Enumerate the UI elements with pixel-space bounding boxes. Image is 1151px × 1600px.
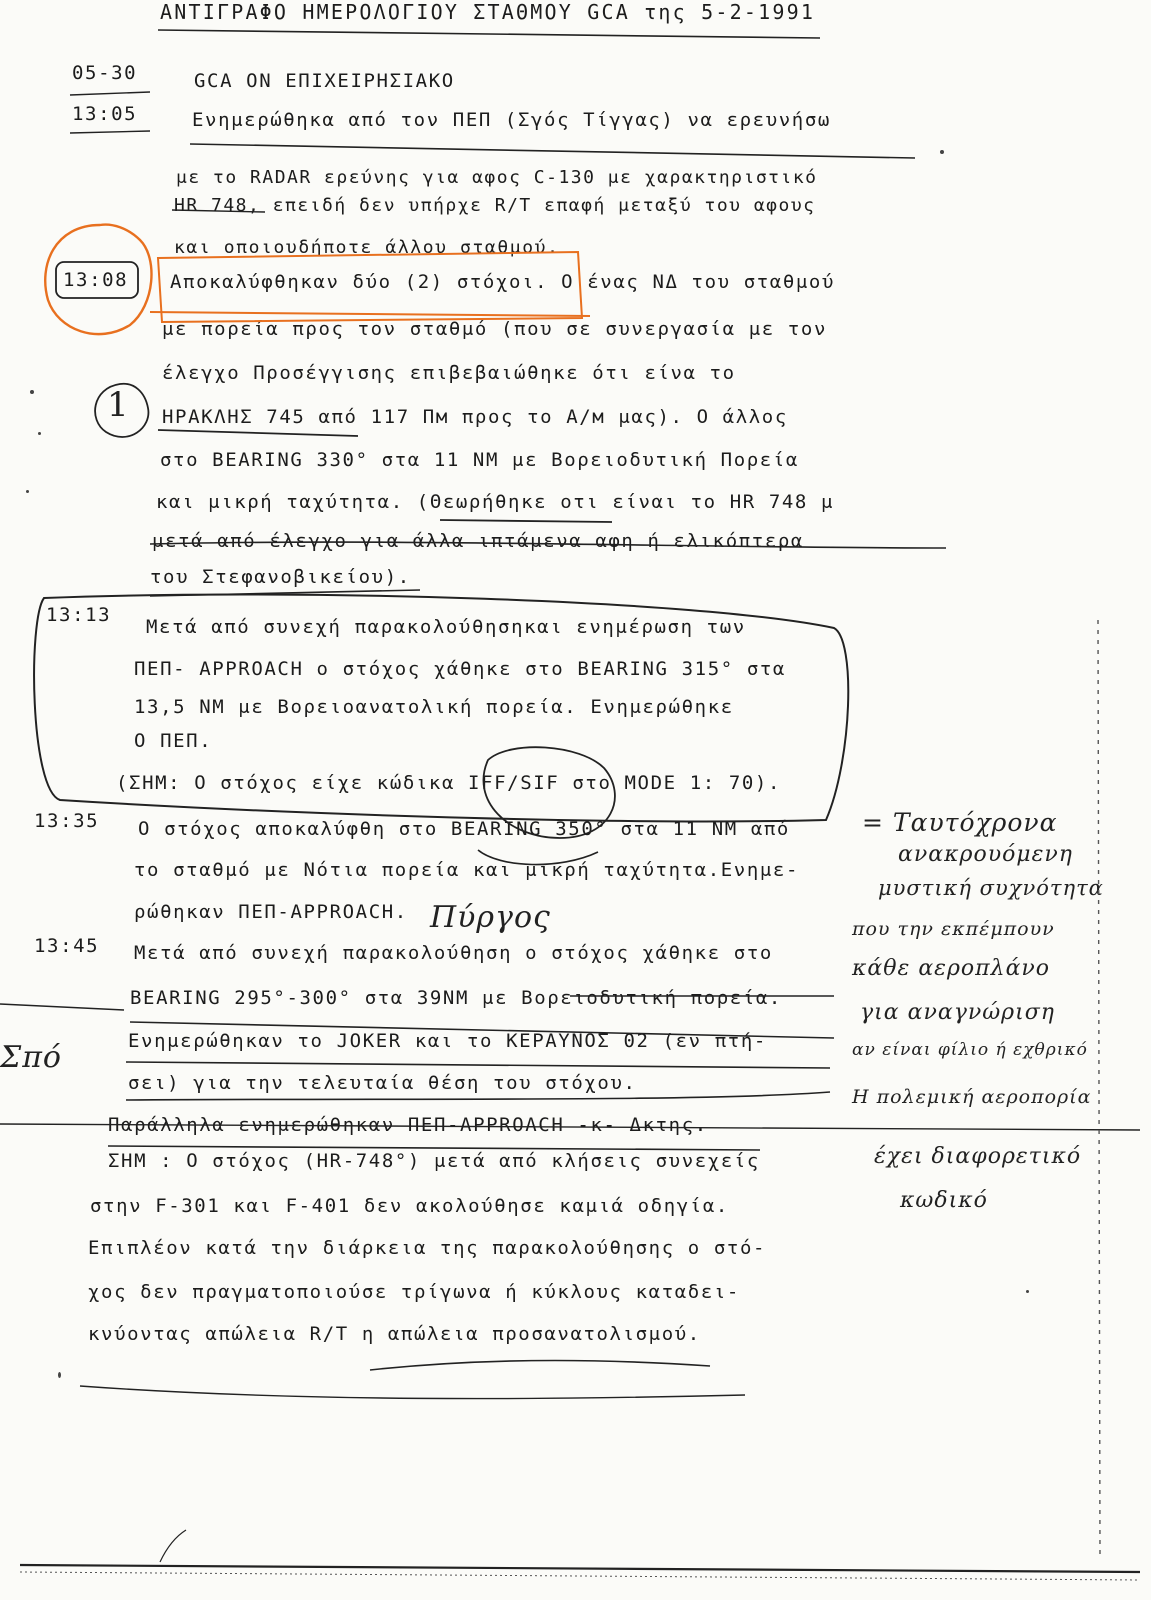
trailing-line: κνύοντας απώλεια R/T η απώλεια προσανατολισμού. (88, 1323, 701, 1345)
text-underline (130, 1022, 834, 1038)
entry-line: το σταθμό με Νότια πορεία και μικρή ταχύτητα.Ενημε- (134, 859, 799, 881)
entry-line: στο BEARING 330° στα 11 NM με Βορειοδυτική Πορεία (160, 449, 799, 471)
entry-time: 13:08 (63, 269, 129, 291)
header-underline (158, 30, 820, 38)
margin-note-right-line: για αναγνώριση (860, 1000, 1055, 1025)
scan-speck (38, 432, 41, 435)
squiggle (80, 1386, 745, 1399)
highlight-rect (158, 252, 582, 322)
entry-box (34, 595, 848, 822)
scan-speck (30, 390, 34, 394)
entry-line: Αποκαλύφθηκαν δύο (2) στόχοι. Ο ένας ΝΔ του σταθμού (170, 271, 835, 293)
margin-note-right-line: κάθε αεροπλάνο (852, 956, 1051, 981)
iff-circle (483, 747, 614, 838)
margin-note-left: Σπό (0, 1040, 62, 1075)
highlight-circle (45, 225, 151, 335)
scan-speck (58, 1372, 61, 1378)
number-circle (95, 384, 148, 437)
entry-line: με το RADAR ερεύνης για αφος C-130 με χαρακτηριστικό (176, 167, 818, 188)
text-underline (478, 850, 598, 865)
entry-line: Μετά από συνεχή παρακολούθησηκαι ενημέρωση των (146, 616, 746, 638)
entry-line: Ενημερώθηκα από τον ΠΕΠ (Σγός Τίγγας) να ερευνήσω (192, 109, 831, 131)
text-underline (172, 210, 265, 212)
entry-line: HR 748, επειδή δεν υπήρχε R/T επαφή μεταξύ του αφους (174, 195, 816, 216)
margin-note-right-line: μυστική συχνότητα (878, 876, 1104, 900)
entry-line: (ΣΗΜ: Ο στόχος είχε κώδικα IFF/SIF στο MODE 1: 70). (116, 772, 781, 794)
text-underline (126, 1092, 830, 1100)
separator-line (0, 1124, 1140, 1130)
scan-speck (1026, 1290, 1029, 1293)
entry-line: ΠΕΠ- APPROACH ο στόχος χάθηκε στο BEARING 315° στα (134, 658, 786, 680)
entry-line: με πορεία προς τον σταθμό (που σε συνεργασία με τον (162, 318, 827, 340)
entry-line: Μετά από συνεχή παρακολούθηση ο στόχος χάθηκε στο (134, 942, 773, 964)
time-underline (70, 131, 150, 133)
entry-time: 13:35 (34, 810, 100, 832)
margin-note-right-line: που την εκπέμπουν (852, 918, 1055, 940)
margin-line (0, 1004, 124, 1010)
bottom-rule (20, 1565, 1140, 1572)
entry-line: μετά από έλεγχο για άλλα ιπτάμενα αφη ή ελικόπτερα (152, 530, 804, 552)
text-underline (158, 430, 358, 436)
bottom-rule (20, 1572, 1140, 1580)
entry-line: ρώθηκαν ΠΕΠ-APPROACH. (134, 901, 408, 923)
entry-line: BEARING 295°-300° στα 39NM με Βορειοδυτική πορεία. (130, 987, 782, 1009)
margin-dotted-line (1098, 620, 1100, 1560)
trailing-line: Επιπλέον κατά την διάρκεια της παρακολούθησης ο στό- (88, 1237, 767, 1259)
entry-time: 05-30 (72, 62, 138, 84)
margin-note-right-line: Η πολεμική αεροπορία (852, 1086, 1092, 1108)
entry-line: 13,5 NM με Βορειοανατολική πορεία. Ενημερώθηκε (134, 696, 734, 718)
entry-line: Ο στόχος αποκαλύφθη στο BEARING 350° στα 11 NM από (138, 818, 790, 840)
margin-note-right-line: έχει διαφορετικό (874, 1144, 1082, 1169)
entry-line: Ο ΠΕΠ. (134, 730, 213, 752)
time-box (56, 262, 138, 298)
entry-time: 13:13 (46, 604, 112, 626)
margin-note-right-line: = Ταυτόχρονα (862, 808, 1058, 837)
highlight-underline (150, 312, 590, 316)
entry-line: Ενημερώθηκαν το JOKER και το ΚΕΡΑΥΝΟΣ 02 (εν πτή- (128, 1030, 767, 1052)
entry-time: 13:45 (34, 935, 100, 957)
entry-line: και μικρή ταχύτητα. (Θεωρήθηκε οτι είναι το HR 748 μ (156, 491, 835, 513)
squiggle (370, 1361, 710, 1371)
text-underline (150, 542, 946, 548)
scan-speck (940, 150, 944, 154)
entry-line: GCA ON ΕΠΙΧΕΙΡΗΣΙΑΚΟ (194, 70, 455, 92)
entry-line: ΗΡΑΚΛΗΣ 745 από 117 Πм προς το Α/м μας). Ο άλλος (162, 406, 788, 428)
text-underline (126, 1062, 830, 1068)
time-underline (70, 92, 150, 95)
margin-note-right-line: ανακρουόμενη (898, 842, 1073, 867)
entry-line: του Στεφανοβικείου). (150, 566, 411, 588)
margin-note-right-line: κωδικό (900, 1188, 988, 1213)
trailing-line: ΣΗΜ : Ο στόχος (HR-748°) μετά από κλήσεις συνεχείς (108, 1150, 760, 1172)
margin-note-right-line: αν είναι φίλιο ή εχθρικό (852, 1040, 1088, 1060)
trailing-line: χος δεν πραγματοποιούσε τρίγωνα ή κύκλους καταδει- (88, 1281, 740, 1303)
page-title: ΑΝΤΙΓΡΑΦΟ ΗΜΕΡΟΛΟΓΙΟΥ ΣΤΑΘΜΟΥ GCA της 5-2-1991 (160, 0, 816, 24)
entry-time: 13:05 (72, 103, 138, 125)
text-underline (440, 520, 612, 522)
entry-line: έλεγχο Προσέγγισης επιβεβαιώθηκε ότι είνα το (162, 362, 736, 384)
text-underline (190, 144, 915, 158)
trailing-line: Παράλληλα ενημερώθηκαν ΠΕΠ-APPROACH -κ- Δκτης. (108, 1114, 708, 1136)
entry-line: σει) για την τελευταία θέση του στόχου. (128, 1072, 637, 1094)
pen-stroke (160, 1530, 186, 1562)
pyrgos-note: Πύργος (430, 900, 551, 935)
text-underline (108, 1146, 760, 1150)
circled-number: 1 (107, 385, 130, 425)
entry-line: και οποιουδήποτε άλλου σταθμού. (174, 237, 560, 258)
trailing-line: στην F-301 και F-401 δεν ακολούθησε καμιά οδηγία. (90, 1195, 729, 1217)
scan-speck (26, 490, 29, 493)
